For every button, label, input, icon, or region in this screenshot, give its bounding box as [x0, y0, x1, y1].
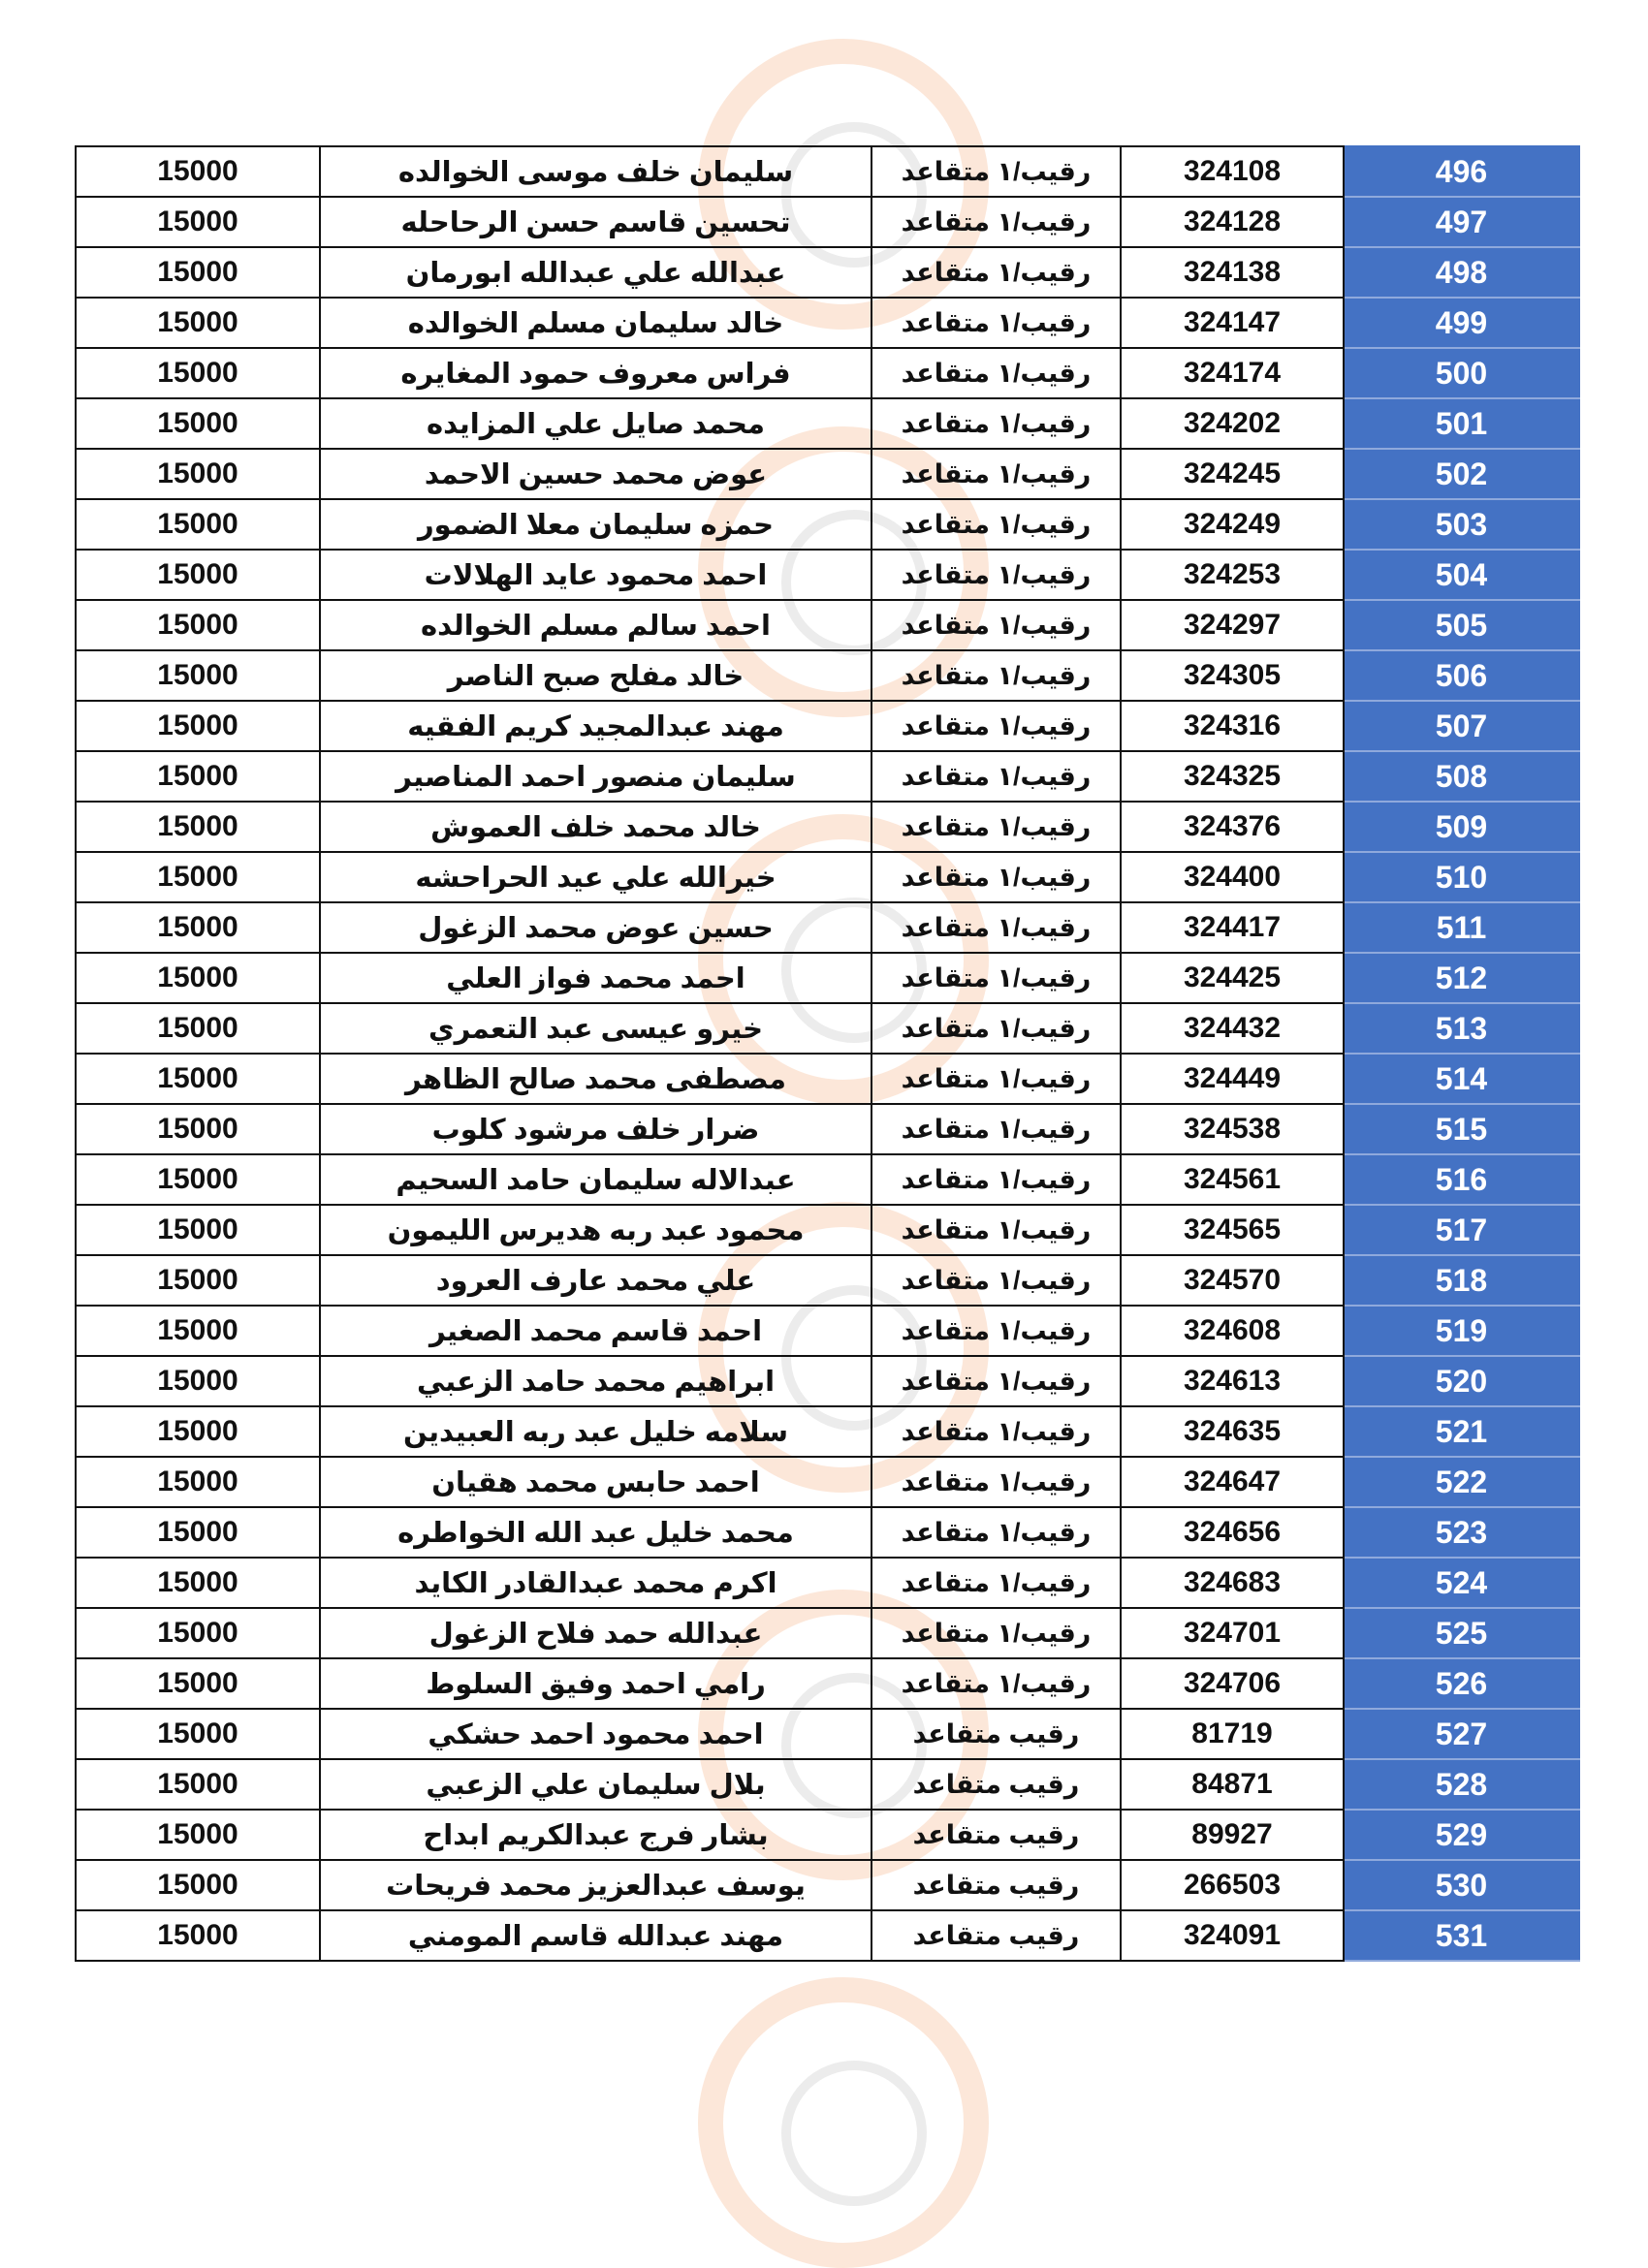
- amount-cell: 15000: [76, 1810, 320, 1860]
- rank-cell: رقيب متقاعد: [872, 1810, 1121, 1860]
- rank-cell: رقيب/١ متقاعد: [872, 953, 1121, 1003]
- amount-cell: 15000: [76, 1356, 320, 1406]
- name-cell: احمد محمود عايد الهلالات: [320, 550, 872, 600]
- name-cell: علي محمد عارف العرود: [320, 1255, 872, 1306]
- rank-cell: رقيب/١ متقاعد: [872, 1255, 1121, 1306]
- amount-cell: 15000: [76, 1608, 320, 1658]
- rank-cell: رقيب/١ متقاعد: [872, 902, 1121, 953]
- rank-cell: رقيب/١ متقاعد: [872, 1658, 1121, 1709]
- sequence-number-cell: 527: [1344, 1709, 1579, 1759]
- military-number-cell: 84871: [1121, 1759, 1344, 1810]
- name-cell: اكرم محمد عبدالقادر الكايد: [320, 1558, 872, 1608]
- table-body: [76, 146, 1579, 1961]
- sequence-number-cell: 530: [1344, 1860, 1579, 1910]
- table-row: [76, 1860, 1579, 1910]
- rank-cell: رقيب متقاعد: [872, 1860, 1121, 1910]
- rank-cell: رقيب/١ متقاعد: [872, 348, 1121, 398]
- name-cell: مصطفى محمد صالح الظاهر: [320, 1054, 872, 1104]
- table-row: [76, 650, 1579, 701]
- name-cell: مهند عبدالله قاسم المومني: [320, 1910, 872, 1961]
- military-number-cell: 324449: [1121, 1054, 1344, 1104]
- military-number-cell: 324683: [1121, 1558, 1344, 1608]
- amount-cell: 15000: [76, 1457, 320, 1507]
- military-number-cell: 324325: [1121, 751, 1344, 802]
- amount-cell: 15000: [76, 247, 320, 298]
- sequence-number-cell: 499: [1344, 298, 1579, 348]
- amount-cell: 15000: [76, 1910, 320, 1961]
- amount-cell: 15000: [76, 802, 320, 852]
- military-number-cell: 324608: [1121, 1306, 1344, 1356]
- sequence-number-cell: 522: [1344, 1457, 1579, 1507]
- table-row: [76, 1709, 1579, 1759]
- sequence-number-cell: 523: [1344, 1507, 1579, 1558]
- rank-cell: رقيب/١ متقاعد: [872, 1457, 1121, 1507]
- table-row: [76, 1205, 1579, 1255]
- military-number-cell: 324202: [1121, 398, 1344, 449]
- rank-cell: رقيب/١ متقاعد: [872, 1608, 1121, 1658]
- name-cell: بشار فرج عبدالكريم ابداح: [320, 1810, 872, 1860]
- amount-cell: 15000: [76, 348, 320, 398]
- name-cell: تحسين قاسم حسن الرحاحله: [320, 197, 872, 247]
- amount-cell: 15000: [76, 1507, 320, 1558]
- sequence-number-cell: 513: [1344, 1003, 1579, 1054]
- name-cell: احمد قاسم محمد الصغير: [320, 1306, 872, 1356]
- military-number-cell: 324305: [1121, 650, 1344, 701]
- table-row: [76, 146, 1579, 197]
- sequence-number-cell: 500: [1344, 348, 1579, 398]
- military-number-cell: 324425: [1121, 953, 1344, 1003]
- rank-cell: رقيب متقاعد: [872, 1709, 1121, 1759]
- name-cell: ابراهيم محمد حامد الزعبي: [320, 1356, 872, 1406]
- rank-cell: رقيب/١ متقاعد: [872, 1356, 1121, 1406]
- amount-cell: 15000: [76, 1406, 320, 1457]
- table-row: [76, 1910, 1579, 1961]
- amount-cell: 15000: [76, 1759, 320, 1810]
- military-number-cell: 324245: [1121, 449, 1344, 499]
- military-number-cell: 324091: [1121, 1910, 1344, 1961]
- rank-cell: رقيب/١ متقاعد: [872, 1104, 1121, 1154]
- table-row: [76, 398, 1579, 449]
- rank-cell: رقيب/١ متقاعد: [872, 1003, 1121, 1054]
- military-number-cell: 324174: [1121, 348, 1344, 398]
- name-cell: احمد محمود احمد حشكي: [320, 1709, 872, 1759]
- rank-cell: رقيب/١ متقاعد: [872, 499, 1121, 550]
- name-cell: خالد سليمان مسلم الخوالده: [320, 298, 872, 348]
- name-cell: مهند عبدالمجيد كريم الفقيه: [320, 701, 872, 751]
- sequence-number-cell: 507: [1344, 701, 1579, 751]
- military-number-cell: 324138: [1121, 247, 1344, 298]
- sequence-number-cell: 526: [1344, 1658, 1579, 1709]
- military-number-cell: 324297: [1121, 600, 1344, 650]
- sequence-number-cell: 504: [1344, 550, 1579, 600]
- rank-cell: رقيب/١ متقاعد: [872, 550, 1121, 600]
- name-cell: عبدالله حمد فلاح الزغول: [320, 1608, 872, 1658]
- military-number-cell: 81719: [1121, 1709, 1344, 1759]
- name-cell: خالد محمد خلف العموش: [320, 802, 872, 852]
- sequence-number-cell: 511: [1344, 902, 1579, 953]
- rank-cell: رقيب/١ متقاعد: [872, 1154, 1121, 1205]
- amount-cell: 15000: [76, 1658, 320, 1709]
- sequence-number-cell: 531: [1344, 1910, 1579, 1961]
- name-cell: خيرالله علي عيد الحراحشه: [320, 852, 872, 902]
- rank-cell: رقيب/١ متقاعد: [872, 852, 1121, 902]
- amount-cell: 15000: [76, 1054, 320, 1104]
- name-cell: محمد خليل عبد الله الخواطره: [320, 1507, 872, 1558]
- name-cell: احمد محمد فواز العلي: [320, 953, 872, 1003]
- name-cell: سليمان خلف موسى الخوالده: [320, 146, 872, 197]
- sequence-number-cell: 525: [1344, 1608, 1579, 1658]
- military-number-cell: 324249: [1121, 499, 1344, 550]
- military-number-cell: 324570: [1121, 1255, 1344, 1306]
- name-cell: رامي احمد وفيق السلوط: [320, 1658, 872, 1709]
- amount-cell: 15000: [76, 550, 320, 600]
- rank-cell: رقيب/١ متقاعد: [872, 1205, 1121, 1255]
- military-number-cell: 324701: [1121, 1608, 1344, 1658]
- military-number-cell: 266503: [1121, 1860, 1344, 1910]
- name-cell: عوض محمد حسين الاحمد: [320, 449, 872, 499]
- sequence-number-cell: 515: [1344, 1104, 1579, 1154]
- rank-cell: رقيب/١ متقاعد: [872, 1054, 1121, 1104]
- sequence-number-cell: 501: [1344, 398, 1579, 449]
- military-number-cell: 324316: [1121, 701, 1344, 751]
- rank-cell: رقيب/١ متقاعد: [872, 1558, 1121, 1608]
- amount-cell: 15000: [76, 398, 320, 449]
- name-cell: حسين عوض محمد الزغول: [320, 902, 872, 953]
- sequence-number-cell: 516: [1344, 1154, 1579, 1205]
- military-number-cell: 324147: [1121, 298, 1344, 348]
- sequence-number-cell: 509: [1344, 802, 1579, 852]
- rank-cell: رقيب/١ متقاعد: [872, 650, 1121, 701]
- military-number-cell: 324613: [1121, 1356, 1344, 1406]
- sequence-number-cell: 524: [1344, 1558, 1579, 1608]
- amount-cell: 15000: [76, 499, 320, 550]
- amount-cell: 15000: [76, 146, 320, 197]
- table-row: [76, 1406, 1579, 1457]
- name-cell: سليمان منصور احمد المناصير: [320, 751, 872, 802]
- amount-cell: 15000: [76, 751, 320, 802]
- military-number-cell: 324706: [1121, 1658, 1344, 1709]
- name-cell: احمد سالم مسلم الخوالده: [320, 600, 872, 650]
- name-cell: خالد مفلح صبح الناصر: [320, 650, 872, 701]
- table-row: [76, 550, 1579, 600]
- table-row: [76, 1054, 1579, 1104]
- table-row: [76, 449, 1579, 499]
- amount-cell: 15000: [76, 1860, 320, 1910]
- amount-cell: 15000: [76, 701, 320, 751]
- table-row: [76, 1759, 1579, 1810]
- name-cell: عبدالله علي عبدالله ابورمان: [320, 247, 872, 298]
- amount-cell: 15000: [76, 298, 320, 348]
- sequence-number-cell: 518: [1344, 1255, 1579, 1306]
- table-row: [76, 247, 1579, 298]
- military-number-cell: 324538: [1121, 1104, 1344, 1154]
- rank-cell: رقيب متقاعد: [872, 1759, 1121, 1810]
- table-row: [76, 1810, 1579, 1860]
- table-row: [76, 197, 1579, 247]
- military-number-cell: 324108: [1121, 146, 1344, 197]
- table-row: [76, 499, 1579, 550]
- amount-cell: 15000: [76, 1558, 320, 1608]
- amount-cell: 15000: [76, 600, 320, 650]
- military-number-cell: 89927: [1121, 1810, 1344, 1860]
- rank-cell: رقيب/١ متقاعد: [872, 1406, 1121, 1457]
- amount-cell: 15000: [76, 1709, 320, 1759]
- amount-cell: 15000: [76, 197, 320, 247]
- sequence-number-cell: 506: [1344, 650, 1579, 701]
- amount-cell: 15000: [76, 902, 320, 953]
- rank-cell: رقيب/١ متقاعد: [872, 398, 1121, 449]
- table-row: [76, 1507, 1579, 1558]
- sequence-number-cell: 502: [1344, 449, 1579, 499]
- name-cell: حمزه سليمان معلا الضمور: [320, 499, 872, 550]
- table-row: [76, 902, 1579, 953]
- sequence-number-cell: 514: [1344, 1054, 1579, 1104]
- rank-cell: رقيب متقاعد: [872, 1910, 1121, 1961]
- rank-cell: رقيب/١ متقاعد: [872, 197, 1121, 247]
- sequence-number-cell: 528: [1344, 1759, 1579, 1810]
- name-cell: سلامه خليل عبد ربه العبيدين: [320, 1406, 872, 1457]
- name-cell: ضرار خلف مرشود كلوب: [320, 1104, 872, 1154]
- sequence-number-cell: 503: [1344, 499, 1579, 550]
- sequence-number-cell: 520: [1344, 1356, 1579, 1406]
- rank-cell: رقيب/١ متقاعد: [872, 1507, 1121, 1558]
- table-row: [76, 1558, 1579, 1608]
- table-row: [76, 348, 1579, 398]
- name-cell: احمد حابس محمد هقيان: [320, 1457, 872, 1507]
- rank-cell: رقيب/١ متقاعد: [872, 1306, 1121, 1356]
- sequence-number-cell: 517: [1344, 1205, 1579, 1255]
- military-number-cell: 324565: [1121, 1205, 1344, 1255]
- name-cell: عبدالاله سليمان حامد السحيم: [320, 1154, 872, 1205]
- watermark-clock-logo: [698, 1977, 989, 2268]
- name-cell: محمد صايل علي المزايده: [320, 398, 872, 449]
- table-row: [76, 852, 1579, 902]
- amount-cell: 15000: [76, 1306, 320, 1356]
- table-row: [76, 600, 1579, 650]
- military-number-cell: 324432: [1121, 1003, 1344, 1054]
- rank-cell: رقيب/١ متقاعد: [872, 701, 1121, 751]
- name-cell: بلال سليمان علي الزعبي: [320, 1759, 872, 1810]
- rank-cell: رقيب/١ متقاعد: [872, 449, 1121, 499]
- rank-cell: رقيب/١ متقاعد: [872, 298, 1121, 348]
- sequence-number-cell: 498: [1344, 247, 1579, 298]
- table-row: [76, 953, 1579, 1003]
- amount-cell: 15000: [76, 1154, 320, 1205]
- sequence-number-cell: 521: [1344, 1406, 1579, 1457]
- military-number-cell: 324635: [1121, 1406, 1344, 1457]
- table-row: [76, 1255, 1579, 1306]
- military-number-cell: 324656: [1121, 1507, 1344, 1558]
- military-number-cell: 324400: [1121, 852, 1344, 902]
- military-number-cell: 324128: [1121, 197, 1344, 247]
- sequence-number-cell: 529: [1344, 1810, 1579, 1860]
- table-row: [76, 1658, 1579, 1709]
- table-row: [76, 1457, 1579, 1507]
- amount-cell: 15000: [76, 1255, 320, 1306]
- sequence-number-cell: 496: [1344, 146, 1579, 197]
- rank-cell: رقيب/١ متقاعد: [872, 802, 1121, 852]
- table-row: [76, 751, 1579, 802]
- sequence-number-cell: 505: [1344, 600, 1579, 650]
- table-row: [76, 802, 1579, 852]
- rank-cell: رقيب/١ متقاعد: [872, 751, 1121, 802]
- military-number-cell: 324647: [1121, 1457, 1344, 1507]
- sequence-number-cell: 510: [1344, 852, 1579, 902]
- table-row: [76, 1306, 1579, 1356]
- table-row: [76, 1154, 1579, 1205]
- sequence-number-cell: 508: [1344, 751, 1579, 802]
- table-row: [76, 1003, 1579, 1054]
- military-number-cell: 324561: [1121, 1154, 1344, 1205]
- amount-cell: 15000: [76, 650, 320, 701]
- table-row: [76, 298, 1579, 348]
- rank-cell: رقيب/١ متقاعد: [872, 247, 1121, 298]
- personnel-table: [75, 145, 1580, 1962]
- name-cell: يوسف عبدالعزيز محمد فريحات: [320, 1860, 872, 1910]
- sequence-number-cell: 512: [1344, 953, 1579, 1003]
- amount-cell: 15000: [76, 953, 320, 1003]
- name-cell: خيرو عيسى عبد التعمري: [320, 1003, 872, 1054]
- table-row: [76, 1356, 1579, 1406]
- military-number-cell: 324376: [1121, 802, 1344, 852]
- amount-cell: 15000: [76, 1003, 320, 1054]
- sequence-number-cell: 497: [1344, 197, 1579, 247]
- amount-cell: 15000: [76, 852, 320, 902]
- name-cell: محمود عبد ربه هديرس الليمون: [320, 1205, 872, 1255]
- table-row: [76, 1104, 1579, 1154]
- table-row: [76, 701, 1579, 751]
- military-number-cell: 324253: [1121, 550, 1344, 600]
- rank-cell: رقيب/١ متقاعد: [872, 146, 1121, 197]
- amount-cell: 15000: [76, 1205, 320, 1255]
- sequence-number-cell: 519: [1344, 1306, 1579, 1356]
- military-number-cell: 324417: [1121, 902, 1344, 953]
- amount-cell: 15000: [76, 1104, 320, 1154]
- table-row: [76, 1608, 1579, 1658]
- rank-cell: رقيب/١ متقاعد: [872, 600, 1121, 650]
- name-cell: فراس معروف حمود المغايره: [320, 348, 872, 398]
- amount-cell: 15000: [76, 449, 320, 499]
